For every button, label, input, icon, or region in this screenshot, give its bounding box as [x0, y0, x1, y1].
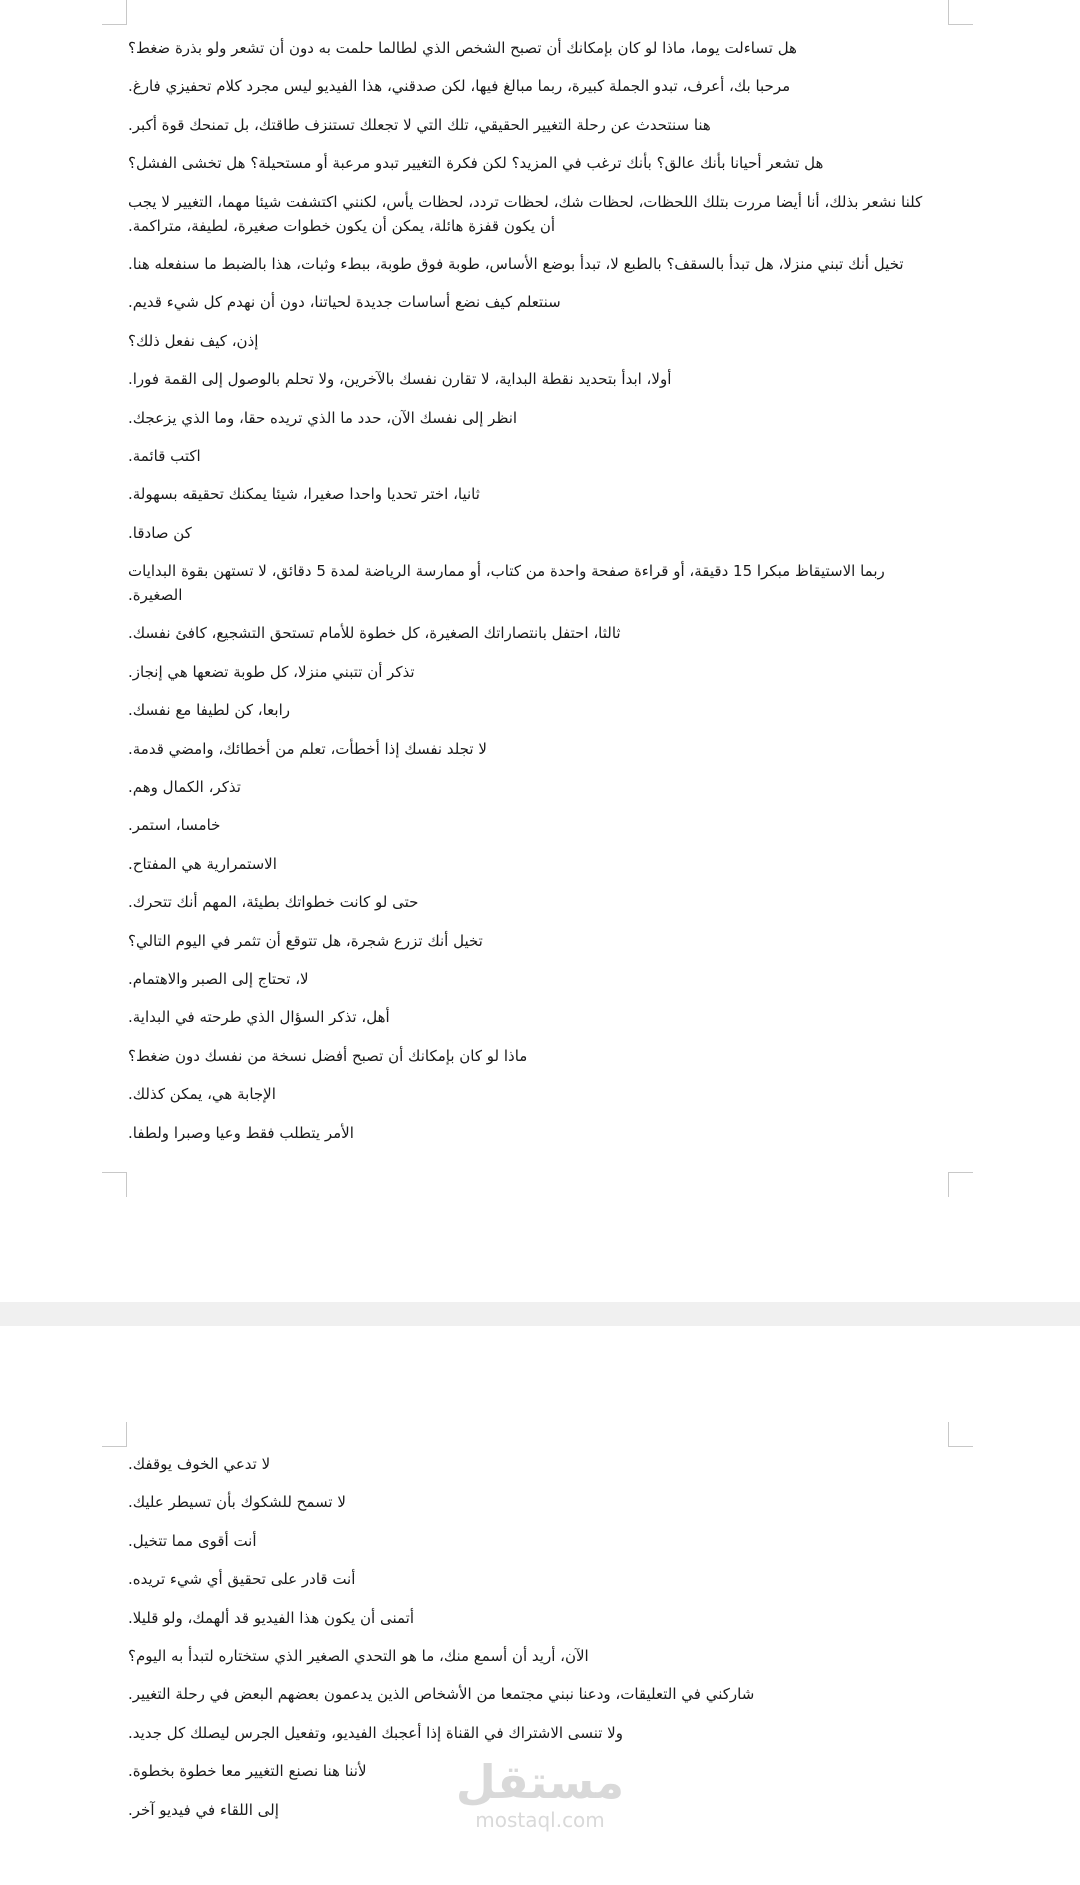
paragraph: لا تدعي الخوف يوقفك. [128, 1455, 271, 1473]
paragraph: شاركني في التعليقات، ودعنا نبني مجتمعا من الأشخاص الذين يدعمون بعضهم البعض في رحلة التغيير. [128, 1685, 755, 1704]
paragraph: لا تجلد نفسك إذا أخطأت، تعلم من أخطائك، وامضي قدمة. [128, 739, 487, 758]
paragraph: هل تساءلت يوما، ماذا لو كان بإمكانك أن تصبح الشخص الذي لطالما حلمت به دون أن تشعر ولو بذرة ضغط؟ [128, 39, 797, 57]
paragraph: ربما الاستيقاظ مبكرا 15 دقيقة، أو قراءة صفحة واحدة من كتاب، أو ممارسة الرياضة لمدة 5 دقائق، لا تستهن بقوة البدايات الصغيرة. [128, 562, 885, 605]
paragraph: الإجابة هي، يمكن كذلك. [128, 1085, 276, 1104]
paragraph: كلنا نشعر بذلك، أنا أيضا مررت بتلك اللحظات، لحظات شك، لحظات تردد، لحظات يأس، لكنني اكتشفت شيئا مهما، التغيير لا يجب أن يكون قفزة هائلة، يمكن أن يكون خطوات صغيرة، لطيفة، متراكمة. [128, 192, 923, 235]
paragraph: لأننا هنا نصنع التغيير معا خطوة بخطوة. [128, 1762, 367, 1781]
margin-corner-mark [102, 0, 127, 25]
paragraph: تخيل أنك تزرع شجرة، هل تتوقع أن تثمر في اليوم التالي؟ [128, 931, 483, 950]
paragraph: أولا، ابدأ بتحديد نقطة البداية، لا تقارن نفسك بالآخرين، ولا تحلم بالوصول إلى القمة فورا. [128, 370, 672, 389]
paragraph: هنا سنتحدث عن رحلة التغيير الحقيقي، تلك التي لا تجعلك تستنزف طاقتك، بل تمنحك قوة أكبر. [128, 115, 711, 134]
watermark-arabic: مستقل [455, 1755, 625, 1809]
paragraph: ثالثا، احتفل بانتصاراتك الصغيرة، كل خطوة للأمام تستحق التشجيع، كافئ نفسك. [128, 624, 621, 643]
margin-corner-mark [948, 1172, 973, 1197]
paragraph: ثانيا، اختر تحديا واحدا صغيرا، شيئا يمكنك تحقيقه بسهولة. [128, 485, 480, 504]
paragraph: إلى اللقاء في فيديو آخر. [128, 1800, 279, 1819]
paragraph: مرحبا بك، أعرف، تبدو الجملة كبيرة، ربما مبالغ فيها، لكن صدقني، هذا الفيديو ليس مجرد كلام تحفيزي فارغ. [128, 77, 791, 96]
paragraph: سنتعلم كيف نضع أساسات جديدة لحياتنا، دون أن نهدم كل شيء قديم. [128, 293, 561, 312]
paragraph: الآن، أريد أن أسمع منك، ما هو التحدي الصغير الذي ستختاره لتبدأ به اليوم؟ [128, 1646, 589, 1665]
paragraph: الاستمرارية هي المفتاح. [128, 854, 277, 873]
paragraph: أنت أقوى مما تتخيل. [128, 1531, 257, 1550]
paragraph: كن صادقا. [128, 523, 192, 542]
margin-corner-mark [102, 1422, 127, 1447]
paragraph: أتمنى أن يكون هذا الفيديو قد ألهمك، ولو قليلا. [128, 1608, 414, 1627]
paragraph: ماذا لو كان بإمكانك أن تصبح أفضل نسخة من نفسك دون ضغط؟ [128, 1046, 528, 1065]
watermark-latin: mostaql.com [475, 1808, 605, 1832]
paragraph: تخيل أنك تبني منزلا، هل تبدأ بالسقف؟ بالطبع لا، تبدأ بوضع الأساس، طوبة فوق طوبة، ببطء وثبات، هذا بالضبط ما سنفعله هنا. [128, 254, 904, 273]
margin-corner-mark [948, 1422, 973, 1447]
paragraph: تذكر أن تتبني منزلا، كل طوبة تضعها هي إنجاز. [128, 662, 415, 681]
paragraph: هل تشعر أحيانا بأنك عالق؟ بأنك ترغب في المزيد؟ لكن فكرة التغيير تبدو مرعبة أو مستحيلة؟ هل تخشى الفشل؟ [128, 154, 824, 173]
paragraph: لا تسمح للشكوك بأن تسيطر عليك. [128, 1493, 346, 1512]
paragraph: تذكر، الكمال وهم. [128, 778, 241, 797]
paragraph: خامسا، استمر. [128, 816, 221, 835]
paragraph: لا، تحتاج إلى الصبر والاهتمام. [128, 969, 309, 988]
paragraph: أنت قادر على تحقيق أي شيء تريده. [128, 1570, 356, 1589]
page-1-body[interactable] [128, 36, 940, 1159]
paragraph: انظر إلى نفسك الآن، حدد ما الذي تريده حقا، وما الذي يزعجك. [128, 408, 518, 427]
paragraph: الأمر يتطلب فقط وعيا وصبرا ولطفا. [128, 1123, 354, 1142]
paragraph: إذن، كيف نفعل ذلك؟ [128, 331, 259, 350]
paragraph: حتى لو كانت خطواتك بطيئة، المهم أنك تتحرك. [128, 893, 419, 912]
mostaql-watermark-logo [440, 1756, 640, 1832]
margin-corner-mark [948, 0, 973, 25]
document-page-2 [0, 1326, 1080, 1885]
paragraph: ولا تنسى الاشتراك في القناة إذا أعجبك الفيديو، وتفعيل الجرس ليصلك كل جديد. [128, 1723, 623, 1742]
margin-corner-mark [102, 1172, 127, 1197]
paragraph: رابعا، كن لطيفا مع نفسك. [128, 701, 290, 720]
paragraph: اكتب قائمة. [128, 446, 201, 465]
paragraph: أهل، تذكر السؤال الذي طرحته في البداية. [128, 1008, 390, 1027]
